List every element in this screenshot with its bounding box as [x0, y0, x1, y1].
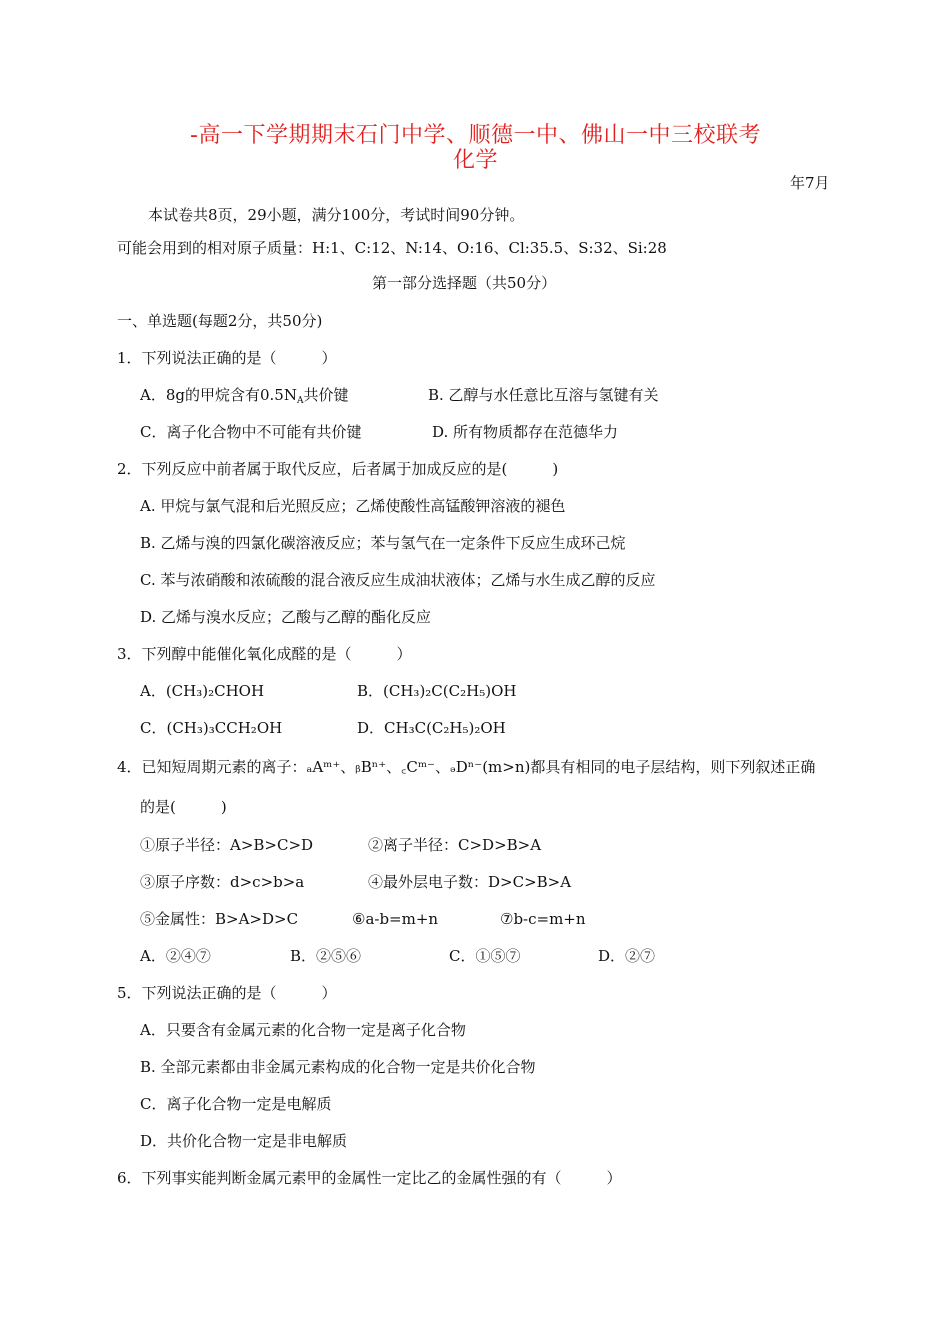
exam-info: 本试卷共8页，29小题，满分100分，考试时间90分钟。 [148, 206, 525, 224]
question-4-option-c: C．①⑤⑦ [449, 947, 521, 965]
atomic-masses: 可能会用到的相对原子质量：H:1、C:12、N:14、O:16、Cl:35.5、S:32、Si:28 [117, 239, 667, 257]
question-4-statement-6: ⑥a-b=m+n [352, 910, 439, 928]
exam-title: -高一下学期期末石门中学、顺德一中、佛山一中三校联考 [190, 123, 761, 148]
question-4-stem-cont: 的是( ) [140, 798, 227, 816]
question-1-stem: 1．下列说法正确的是（ ） [117, 349, 337, 367]
question-4-statement-7: ⑦b-c=m+n [500, 910, 586, 928]
question-4-option-d: D．②⑦ [598, 947, 656, 965]
question-2-option-c: C. 苯与浓硝酸和浓硫酸的混合液反应生成油状液体；乙烯与水生成乙醇的反应 [140, 571, 656, 589]
question-5-option-d: D．共价化合物一定是非电解质 [140, 1132, 348, 1150]
question-4-statement-1: ①原子半径：A>B>C>D [140, 836, 314, 854]
question-4-statement-4: ④最外层电子数：D>C>B>A [368, 873, 572, 891]
question-3-option-d: D．CH₃C(C₂H₅)₂OH [357, 719, 506, 737]
part1-heading: 第一部分选择题（共50分） [372, 274, 557, 292]
question-1-option-c: C．离子化合物中不可能有共价键 [140, 423, 362, 441]
question-6-stem: 6．下列事实能判断金属元素甲的金属性一定比乙的金属性强的有（ ） [117, 1169, 622, 1187]
question-5-stem: 5．下列说法正确的是（ ） [117, 984, 337, 1002]
question-2-stem: 2．下列反应中前者属于取代反应，后者属于加成反应的是( ) [117, 460, 559, 478]
question-2-option-a: A. 甲烷与氯气混和后光照反应；乙烯使酸性高锰酸钾溶液的褪色 [140, 497, 566, 515]
question-4-stem: 4．已知短周期元素的离子：ₐAᵐ⁺、ᵦBⁿ⁺、꜀Cᵐ⁻、ₔDⁿ⁻(m>n)都具有相同的电子层结构，则下列叙述正确 [117, 758, 816, 776]
question-4-statement-5: ⑤金属性：B>A>D>C [140, 910, 299, 928]
section1-heading: 一、单选题(每题2分，共50分) [117, 312, 323, 330]
question-4-statement-3: ③原子序数：d>c>b>a [140, 873, 305, 891]
question-4-option-a: A．②④⑦ [140, 947, 211, 965]
question-3-option-a: A．(CH₃)₂CHOH [140, 682, 265, 700]
question-4-statement-2: ②离子半径：C>D>B>A [368, 836, 542, 854]
question-3-stem: 3．下列醇中能催化氧化成醛的是（ ） [117, 645, 412, 663]
exam-date: 年7月 [790, 174, 830, 192]
question-1-option-a: A．8g的甲烷含有$0.5N_A$共价键 [140, 386, 349, 406]
question-2-option-b: B. 乙烯与溴的四氯化碳溶液反应；苯与氢气在一定条件下反应生成环己烷 [140, 534, 626, 552]
question-1-option-d: D. 所有物质都存在范德华力 [432, 423, 619, 441]
question-4-option-b: B．②⑤⑥ [290, 947, 362, 965]
question-5-option-a: A．只要含有金属元素的化合物一定是离子化合物 [140, 1021, 466, 1039]
question-5-option-b: B. 全部元素都由非金属元素构成的化合物一定是共价化合物 [140, 1058, 536, 1076]
question-3-option-b: B．(CH₃)₂C(C₂H₅)OH [357, 682, 517, 700]
question-1-option-b: B. 乙醇与水任意比互溶与氢键有关 [428, 386, 659, 404]
question-3-option-c: C．(CH₃)₃CCH₂OH [140, 719, 283, 737]
question-5-option-c: C．离子化合物一定是电解质 [140, 1095, 332, 1113]
question-2-option-d: D. 乙烯与溴水反应；乙酸与乙醇的酯化反应 [140, 608, 432, 626]
subject-title: 化学 [453, 148, 499, 173]
